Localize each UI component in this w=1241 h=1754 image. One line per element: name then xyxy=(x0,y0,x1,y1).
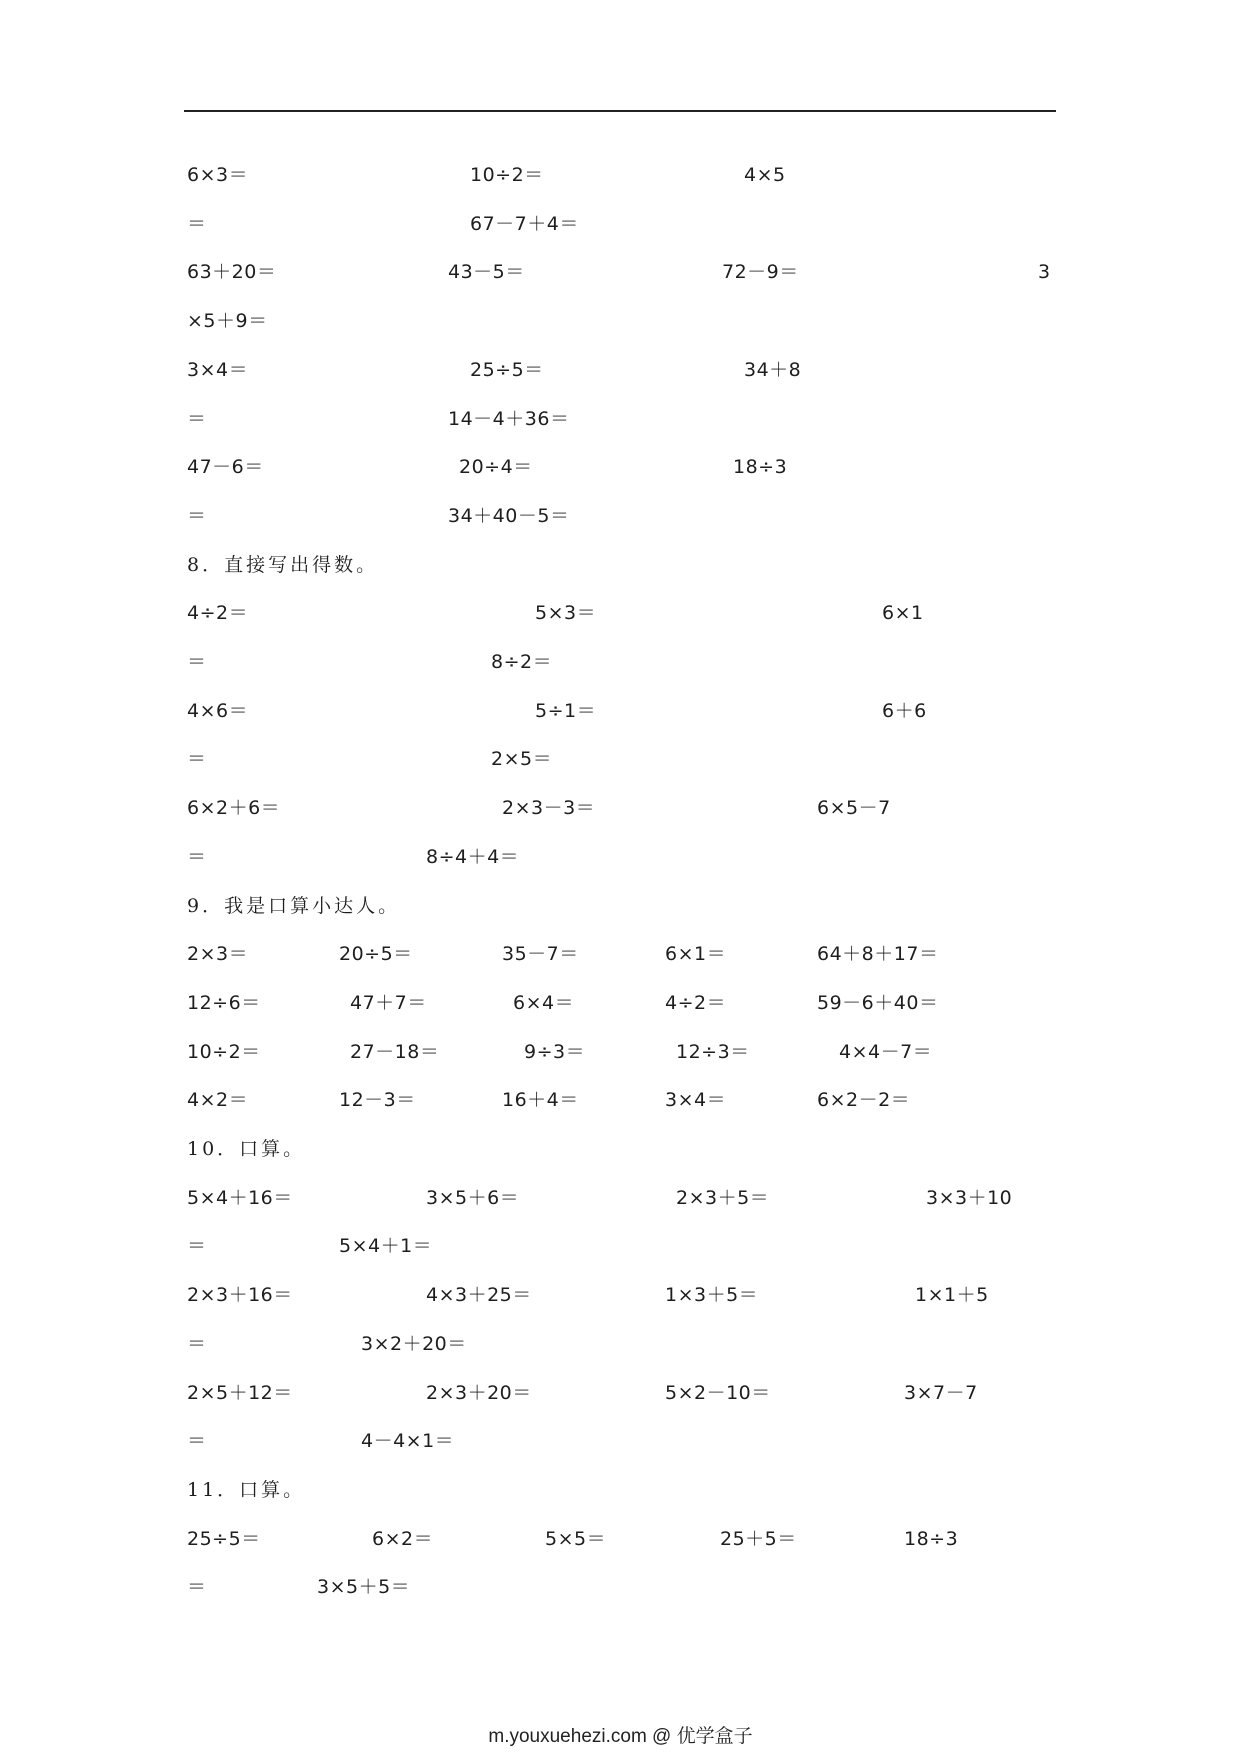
math-expression: 64＋8＋17＝ xyxy=(817,943,939,965)
math-expression: 2×3＋16＝ xyxy=(187,1284,293,1306)
math-expression: 20÷5＝ xyxy=(339,943,413,965)
math-expression: 12－3＝ xyxy=(339,1089,416,1111)
section-heading: 11．口算。 xyxy=(187,1479,306,1501)
math-expression: ＝ xyxy=(187,1333,207,1355)
math-expression: 18÷3 xyxy=(904,1528,959,1550)
math-expression: 6×2－2＝ xyxy=(817,1089,911,1111)
math-expression: 6×5－7 xyxy=(817,797,891,819)
math-expression: 4×6＝ xyxy=(187,700,249,722)
math-expression: 12÷3＝ xyxy=(676,1041,750,1063)
math-expression: 63＋20＝ xyxy=(187,261,277,283)
math-expression: 2×3＝ xyxy=(187,943,249,965)
math-expression: 20÷4＝ xyxy=(459,456,533,478)
math-expression: 25÷5＝ xyxy=(187,1528,261,1550)
math-expression: 25＋5＝ xyxy=(720,1528,797,1550)
math-expression: 10÷2＝ xyxy=(470,164,544,186)
math-expression: 5×2－10＝ xyxy=(665,1382,771,1404)
math-expression: 14－4＋36＝ xyxy=(448,408,570,430)
math-expression: 4×5 xyxy=(744,164,786,186)
math-expression: 1×3＋5＝ xyxy=(665,1284,759,1306)
math-expression: 34＋8 xyxy=(744,359,802,381)
math-expression: 2×3－3＝ xyxy=(502,797,596,819)
math-expression: 6×3＝ xyxy=(187,164,249,186)
math-expression: 3 xyxy=(1038,261,1051,283)
math-expression: 5×4＋1＝ xyxy=(339,1235,433,1257)
math-expression: 5×3＝ xyxy=(535,602,597,624)
math-expression: 1×1＋5 xyxy=(915,1284,989,1306)
math-expression: 4－4×1＝ xyxy=(361,1430,455,1452)
math-expression: 4×2＝ xyxy=(187,1089,249,1111)
math-expression: 47＋7＝ xyxy=(350,992,427,1014)
math-expression: ＝ xyxy=(187,505,207,527)
math-expression: ＝ xyxy=(187,846,207,868)
math-expression: 6×2＝ xyxy=(372,1528,434,1550)
math-expression: 2×3＋5＝ xyxy=(676,1187,770,1209)
math-expression: 4×4－7＝ xyxy=(839,1041,933,1063)
section-heading: 10．口算。 xyxy=(187,1138,306,1160)
math-expression: 3×4＝ xyxy=(187,359,249,381)
math-expression: 3×7－7 xyxy=(904,1382,978,1404)
math-expression: 25÷5＝ xyxy=(470,359,544,381)
math-expression: ＝ xyxy=(187,213,207,235)
footer-watermark: m.youxuehezi.com @ 优学盒子 xyxy=(488,1726,753,1747)
math-expression: 3×3＋10 xyxy=(926,1187,1013,1209)
math-expression: 72－9＝ xyxy=(722,261,799,283)
math-expression: 2×3＋20＝ xyxy=(426,1382,532,1404)
math-expression: ＝ xyxy=(187,408,207,430)
math-expression: 5÷1＝ xyxy=(535,700,597,722)
math-expression: 4÷2＝ xyxy=(187,602,249,624)
math-expression: ＝ xyxy=(187,1235,207,1257)
math-expression: 6×1＝ xyxy=(665,943,727,965)
math-expression: 3×2＋20＝ xyxy=(361,1333,467,1355)
math-expression: 6＋6 xyxy=(882,700,927,722)
math-expression: 3×4＝ xyxy=(665,1089,727,1111)
math-expression: 35－7＝ xyxy=(502,943,579,965)
math-expression: 9÷3＝ xyxy=(524,1041,586,1063)
math-expression: 67－7＋4＝ xyxy=(470,213,579,235)
math-expression: 5×5＝ xyxy=(545,1528,607,1550)
math-expression: 8÷4＋4＝ xyxy=(426,846,520,868)
section-heading: 8．直接写出得数。 xyxy=(187,554,379,576)
math-expression: 34＋40－5＝ xyxy=(448,505,570,527)
math-expression: 4×3＋25＝ xyxy=(426,1284,532,1306)
section-heading: 9．我是口算小达人。 xyxy=(187,895,401,917)
math-expression: 6×1 xyxy=(882,602,924,624)
math-expression: ×5＋9＝ xyxy=(187,310,268,332)
math-expression: ＝ xyxy=(187,1430,207,1452)
math-expression: 16＋4＝ xyxy=(502,1089,579,1111)
math-expression: 43－5＝ xyxy=(448,261,525,283)
math-expression: 18÷3 xyxy=(733,456,788,478)
math-expression: 27－18＝ xyxy=(350,1041,440,1063)
header-rule xyxy=(184,110,1056,112)
math-expression: 2×5＝ xyxy=(491,748,553,770)
math-expression: 2×5＋12＝ xyxy=(187,1382,293,1404)
math-expression: 59－6＋40＝ xyxy=(817,992,939,1014)
math-expression: ＝ xyxy=(187,748,207,770)
math-expression: 4÷2＝ xyxy=(665,992,727,1014)
math-expression: 3×5＋5＝ xyxy=(317,1576,411,1598)
math-expression: 8÷2＝ xyxy=(491,651,553,673)
math-expression: 5×4＋16＝ xyxy=(187,1187,293,1209)
math-expression: 3×5＋6＝ xyxy=(426,1187,520,1209)
math-expression: ＝ xyxy=(187,1576,207,1598)
math-expression: 12÷6＝ xyxy=(187,992,261,1014)
math-expression: 6×4＝ xyxy=(513,992,575,1014)
math-expression: ＝ xyxy=(187,651,207,673)
math-expression: 6×2＋6＝ xyxy=(187,797,281,819)
math-expression: 47－6＝ xyxy=(187,456,264,478)
math-expression: 10÷2＝ xyxy=(187,1041,261,1063)
